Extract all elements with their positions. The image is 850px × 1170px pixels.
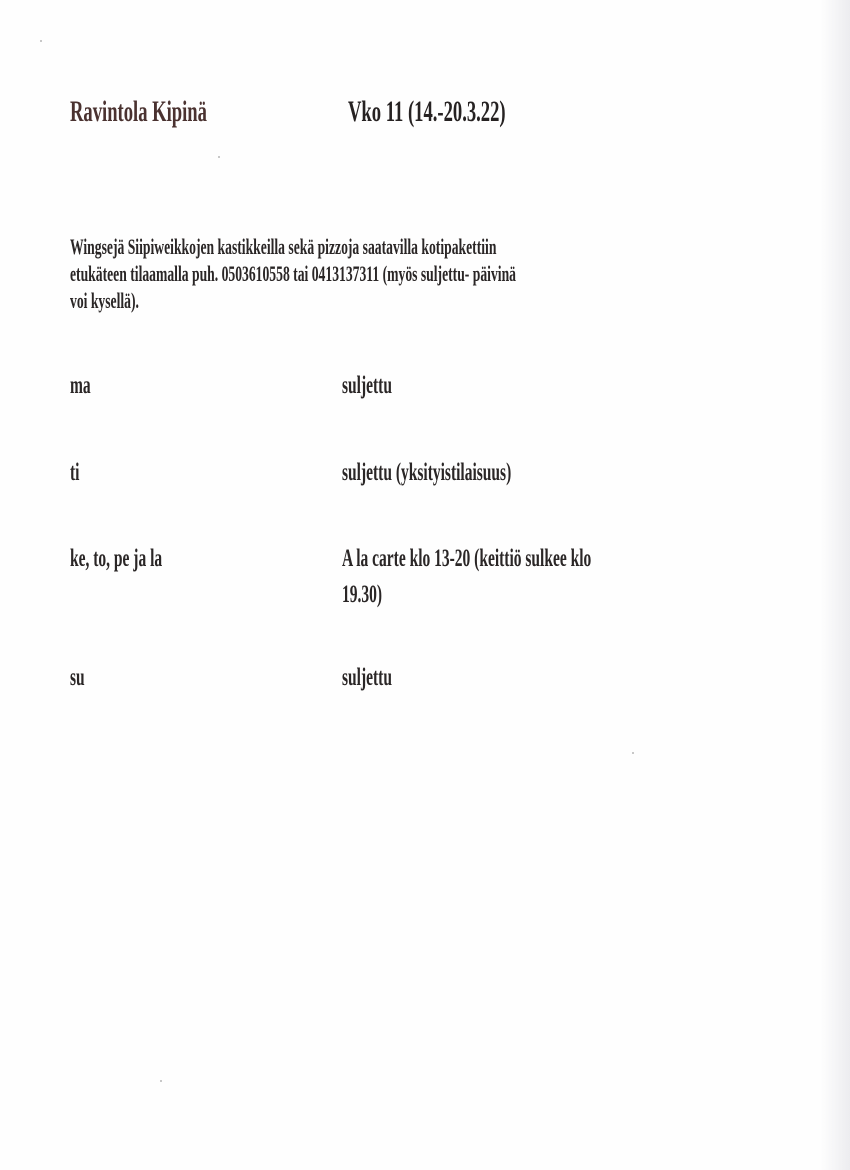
restaurant-name-text: Ravintola Kipinä <box>70 95 207 128</box>
scan-speck <box>632 752 634 754</box>
scan-edge <box>820 0 850 1170</box>
intro-line: etukäteen tilaamalla puh. 0503610558 tai 0413137311 (myös suljettu- päivinä <box>70 261 516 286</box>
day-label-text: ke, to, pe ja la <box>70 545 163 572</box>
opening-status <box>342 455 615 491</box>
intro-line: voi kysellä). <box>70 288 139 313</box>
day-label-text: su <box>70 664 85 691</box>
day-label <box>70 660 94 696</box>
day-label <box>70 541 219 577</box>
opening-status-line: suljettu <box>342 664 392 691</box>
opening-status <box>342 541 744 613</box>
opening-status <box>342 660 423 696</box>
opening-status-line: A la carte klo 13-20 (keittiö sulkee klo <box>342 545 592 572</box>
opening-status-line: suljettu <box>342 372 392 399</box>
opening-status-line: suljettu (yksityistilaisuus) <box>342 459 512 486</box>
week-label-text: Vko 11 (14.-20.3.22) <box>348 95 506 128</box>
restaurant-name <box>70 95 291 129</box>
intro-paragraph <box>70 233 789 314</box>
day-label-text: ti <box>70 459 80 486</box>
opening-status-line: 19.30) <box>342 581 383 608</box>
intro-line: Wingsejä Siipiweikkojen kastikkeilla sekä pizzoja saatavilla kotipakettiin <box>70 234 497 259</box>
scan-speck <box>160 1080 162 1082</box>
day-label-text: ma <box>70 372 91 399</box>
day-label <box>70 455 85 491</box>
scan-speck <box>218 156 220 158</box>
opening-status <box>342 368 423 404</box>
week-label <box>348 95 602 129</box>
scan-speck <box>40 40 42 42</box>
day-label <box>70 368 103 404</box>
